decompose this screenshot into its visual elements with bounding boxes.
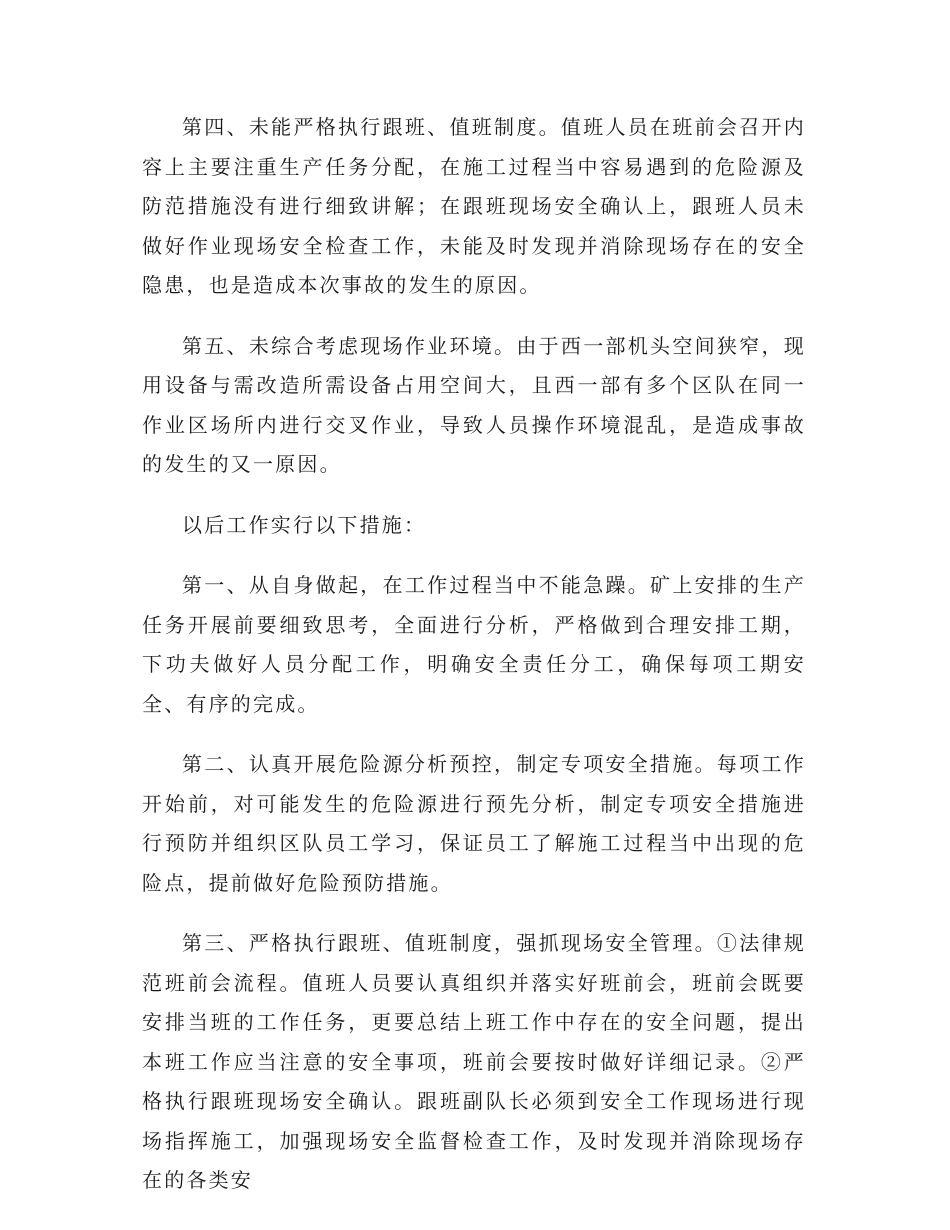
paragraph-measure-1: 第一、从自身做起，在工作过程当中不能急躁。矿上安排的生产任务开展前要细致思考，全面进行分析，严格做到合理安排工期，下功夫做好人员分配工作，明确安全责任分工，确保每项工期安全、有序的完成。 [142, 573, 806, 716]
document-body [142, 108, 806, 1201]
paragraph-measure-3: 第三、严格执行跟班、值班制度，强抓现场安全管理。①法律规范班前会流程。值班人员要认真组织并落实好班前会，班前会既要安排当班的工作任务，更要总结上班工作中存在的安全问题，提出本班工作应当注意的安全事项，班前会要按时做好详细记录。②严格执行跟班现场安全确认。跟班副队长必须到安全工作现场进行现场指挥施工，加强现场安全监督检查工作，及时发现并消除现场存在的各类安 [142, 931, 806, 1192]
paragraph-5th-reason: 第五、未综合考虑现场作业环境。由于西一部机头空间狭窄，现用设备与需改造所需设备占用空间大，且西一部有多个区队在同一作业区场所内进行交叉作业，导致人员操作环境混乱，是造成事故的发生的又一原因。 [142, 333, 806, 476]
paragraph-measure-2: 第二、认真开展危险源分析预控，制定专项安全措施。每项工作开始前，对可能发生的危险源进行预先分析，制定专项安全措施进行预防并组织区队员工学习，保证员工了解施工过程当中出现的危险点，提前做好危险预防措施。 [142, 752, 806, 895]
paragraph-measures-intro: 以后工作实行以下措施： [182, 512, 427, 537]
paragraph-4th-reason: 第四、未能严格执行跟班、值班制度。值班人员在班前会召开内容上主要注重生产任务分配，在施工过程当中容易遇到的危险源及防范措施没有进行细致讲解；在跟班现场安全确认上，跟班人员未做好作业现场安全检查工作，未能及时发现并消除现场存在的安全隐患，也是造成本次事故的发生的原因。 [142, 115, 806, 297]
